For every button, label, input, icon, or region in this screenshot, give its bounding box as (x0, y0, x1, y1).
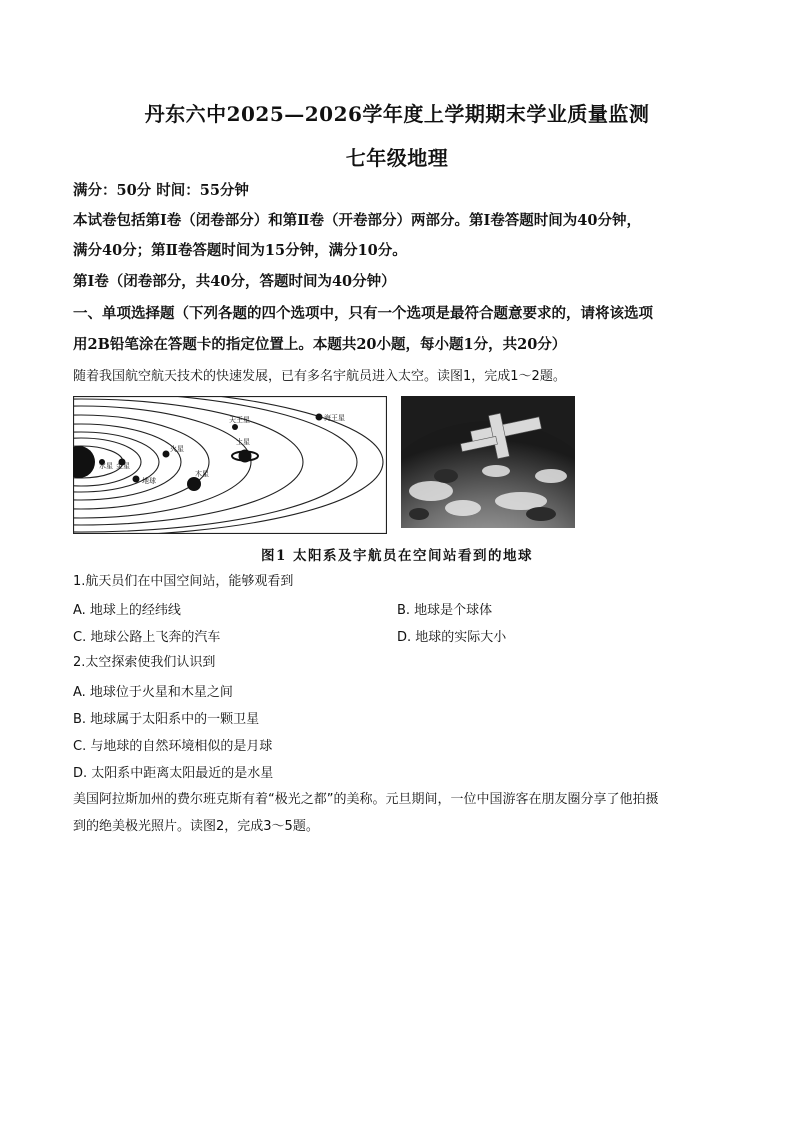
neptune-label: 海王星 (324, 414, 345, 422)
earth-from-space-station-photo (401, 396, 575, 528)
section1-instructions-line1: 一、单项选择题（下列各题的四个选项中，只有一个选项是最符合题意要求的，请将该选项 (73, 305, 653, 322)
exam-title: 丹东六中2025—2026学年度上学期期末学业质量监测 (144, 102, 650, 126)
saturn-label: 土星 (236, 438, 250, 446)
question2-option-b: B. 地球属于太阳系中的一颗卫星 (73, 712, 260, 727)
earth-label: 地球 (142, 477, 156, 485)
exam-description-line1: 本试卷包括第Ⅰ卷（闭卷部分）和第Ⅱ卷（开卷部分）两部分。第Ⅰ卷答题时间为40分钟， (73, 212, 641, 229)
jupiter-label: 木星 (195, 470, 209, 478)
question2-option-d: D. 太阳系中距离太阳最近的是水星 (73, 766, 274, 781)
part1-heading: 第Ⅰ卷（闭卷部分，共40分，答题时间为40分钟） (73, 273, 396, 290)
question1-option-a: A. 地球上的经纬线 (73, 603, 181, 618)
question1-option-b: B. 地球是个球体 (397, 603, 493, 618)
mars-label: 火星 (170, 445, 184, 453)
passage2-line1: 美国阿拉斯加州的费尔班克斯有着“极光之都”的美称。元旦期间，一位中国游客在朋友圈分享了他拍摄 (73, 792, 659, 807)
question2-option-c: C. 与地球的自然环境相似的是月球 (73, 739, 273, 754)
score-time: 满分：50分 时间：55分钟 (73, 182, 249, 199)
solar-system-diagram (73, 396, 387, 534)
question1-option-c: C. 地球公路上飞奔的汽车 (73, 630, 221, 645)
figure1-caption: 图1 太阳系及宇航员在空间站看到的地球 (260, 548, 534, 564)
uranus-label: 天王星 (229, 416, 250, 424)
passage2-line2: 到的绝美极光照片。读图2，完成3～5题。 (73, 819, 319, 834)
question1-option-d: D. 地球的实际大小 (397, 630, 507, 645)
passage1: 随着我国航空航天技术的快速发展，已有多名宇航员进入太空。读图1，完成1～2题。 (73, 369, 566, 384)
question2-option-a: A. 地球位于火星和木星之间 (73, 685, 233, 700)
exam-description-line2: 满分40分；第Ⅱ卷答题时间为15分钟，满分10分。 (73, 242, 407, 259)
question2-stem: 2.太空探索使我们认识到 (73, 655, 216, 670)
question1-stem: 1.航天员们在中国空间站，能够观看到 (73, 574, 294, 589)
section1-instructions-line2: 用2B铅笔涂在答题卡的指定位置上。本题共20小题，每小题1分，共20分） (73, 336, 567, 353)
venus-label: 金星 (116, 462, 130, 470)
exam-subtitle: 七年级地理 (345, 146, 449, 170)
mercury-label: 水星 (99, 462, 113, 470)
